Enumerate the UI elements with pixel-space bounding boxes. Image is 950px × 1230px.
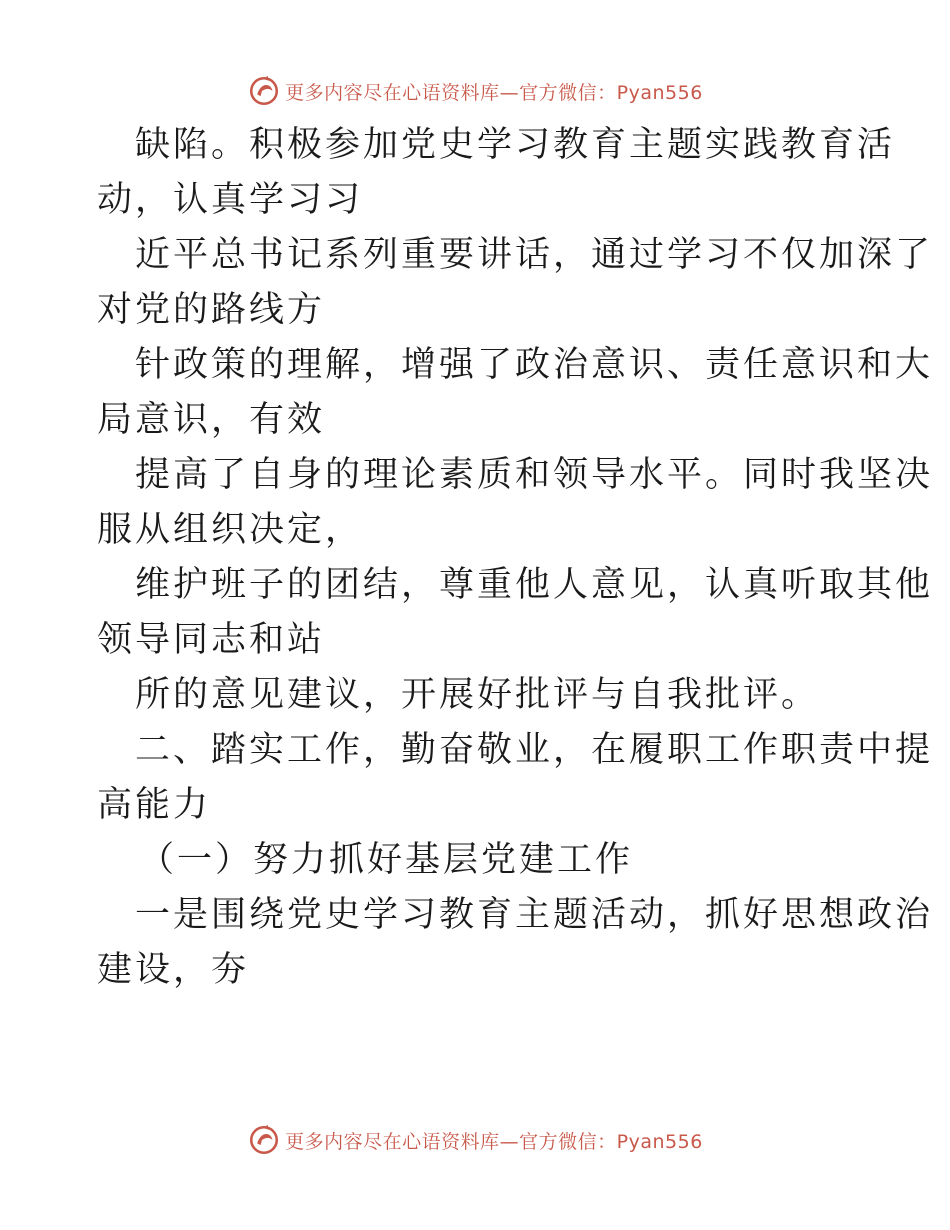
section-heading: 二、踏实工作，勤奋敬业，在履职工作职责中提	[135, 730, 934, 770]
watermark-text: 更多内容尽在心语资料库—官方微信：Pyan556	[285, 1130, 703, 1153]
watermark-text: 更多内容尽在心语资料库—官方微信：Pyan556	[285, 81, 703, 104]
header-watermark	[0, 71, 950, 111]
text-line: 所的意见建议，开展好批评与自我批评。	[135, 675, 820, 715]
text-line: 针政策的理解，增强了政治意识、责任意识和大	[135, 345, 934, 385]
text-line: 服从组织决定，	[97, 510, 364, 550]
text-line: 一是围绕党史学习教育主题活动，抓好思想政治	[135, 895, 934, 935]
text-line: 缺陷。积极参加党史学习教育主题实践教育活	[135, 125, 896, 165]
footer-watermark	[0, 1120, 950, 1160]
swirl-logo-icon	[247, 1123, 281, 1157]
subsection-heading: （一）努力抓好基层党建工作	[139, 840, 634, 880]
text-line: 维护班子的团结，尊重他人意见，认真听取其他	[135, 565, 934, 605]
text-line: 近平总书记系列重要讲话，通过学习不仅加深了	[135, 235, 934, 275]
swirl-logo-icon	[247, 74, 281, 108]
text-line: 局意识，有效	[97, 400, 326, 440]
text-line: 建设，夯	[97, 950, 250, 990]
text-line: 高能力	[97, 785, 212, 825]
text-line: 提高了自身的理论素质和领导水平。同时我坚决	[135, 455, 934, 495]
text-line: 动，认真学习习	[97, 180, 364, 220]
text-line: 领导同志和站	[97, 620, 326, 660]
text-line: 对党的路线方	[97, 290, 326, 330]
document-body	[97, 118, 934, 998]
